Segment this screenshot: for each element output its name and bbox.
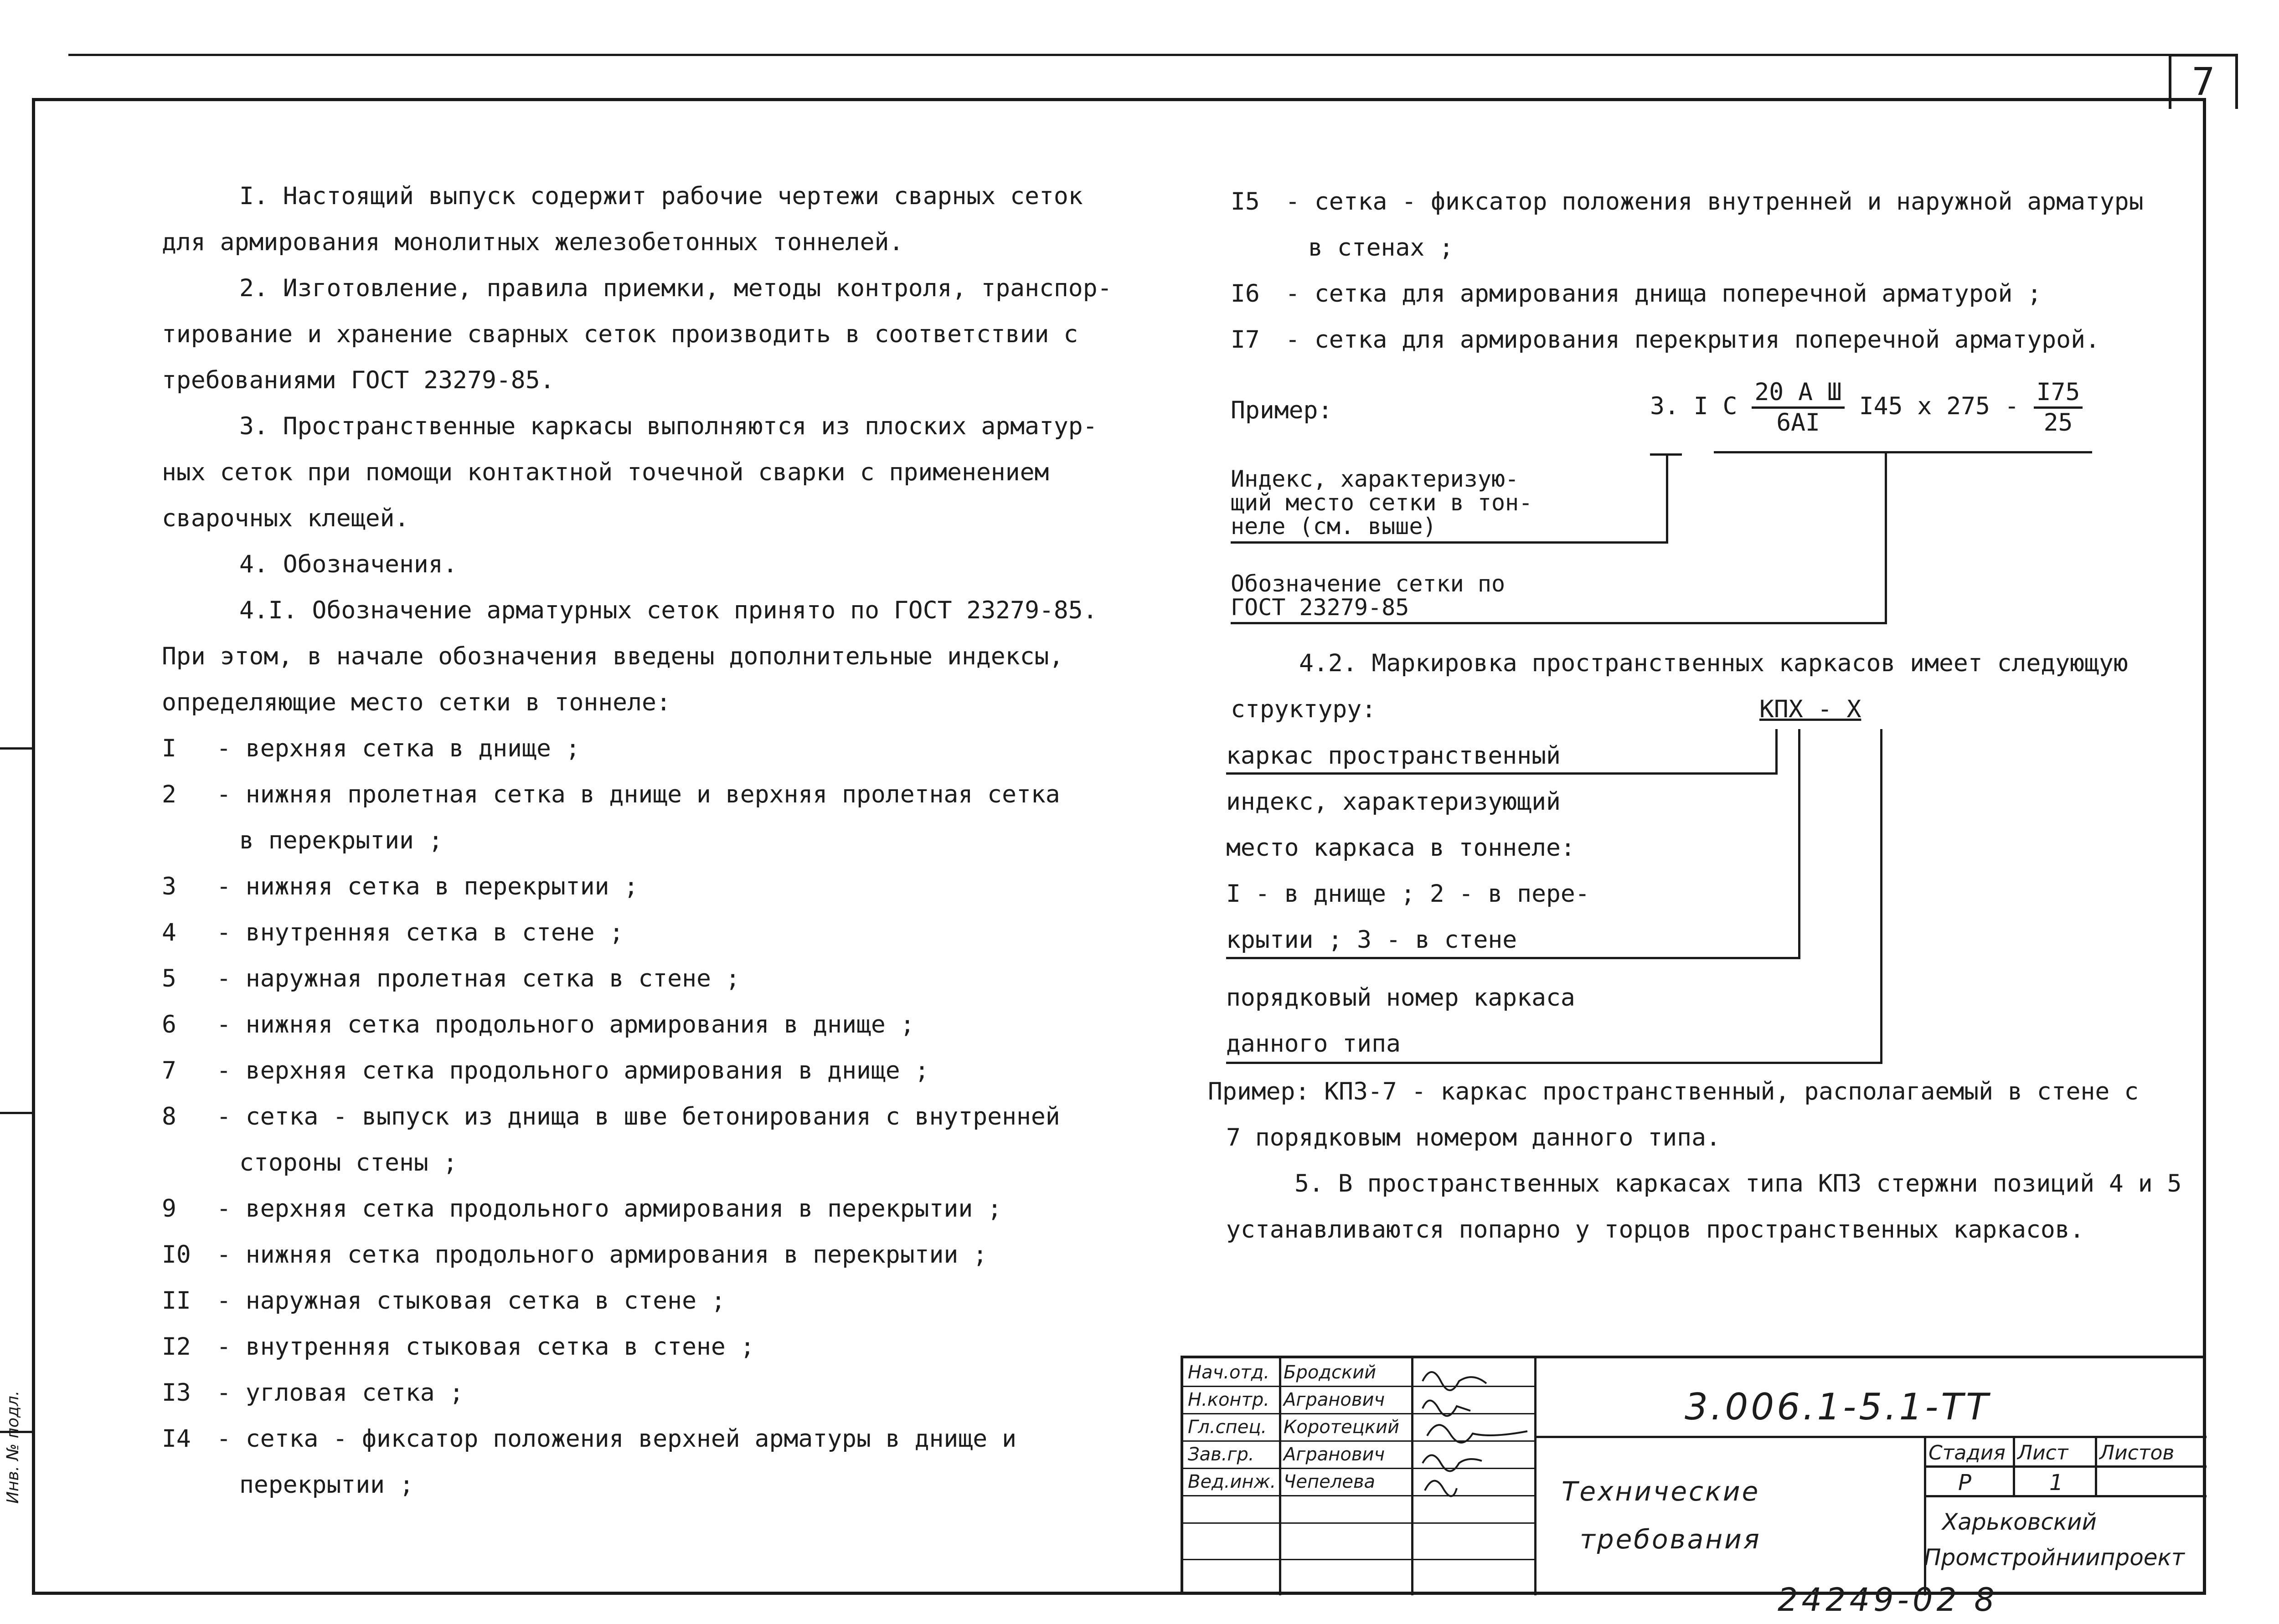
kpx-code xyxy=(1759,686,1861,732)
list-item xyxy=(162,1002,1112,1048)
kpx-leader-1-vertical xyxy=(1775,729,1778,773)
fraction-2-bottom: 25 xyxy=(2043,409,2073,437)
sheet-header: Лист xyxy=(2017,1441,2068,1465)
leader-line-gost-vertical xyxy=(1885,453,1887,623)
list-item-number: I xyxy=(162,735,176,762)
gost-desc-2: ГОСТ 23279-85 xyxy=(1231,594,1409,621)
kpx-leader-2-vertical xyxy=(1798,729,1800,958)
stage-value: Р xyxy=(1958,1470,1971,1496)
right-column xyxy=(1231,179,2144,363)
stamp-row-line xyxy=(1183,1559,1534,1560)
sheets-header: Листов xyxy=(2099,1441,2175,1465)
stamp-divider xyxy=(1924,1465,2207,1468)
organization xyxy=(1924,1504,2185,1575)
name-4: Агранович xyxy=(1284,1444,1385,1465)
list-item xyxy=(162,1094,1112,1186)
title-line-2: требования xyxy=(1580,1524,1761,1555)
list-item xyxy=(162,863,1112,910)
document-code: 3.006.1-5.1-ТТ xyxy=(1685,1386,1991,1428)
list-item xyxy=(162,771,1112,863)
list-item xyxy=(162,1370,1112,1416)
paragraph-2-line-1: 2. Изготовление, правила приемки, методы контроля, транспор- xyxy=(239,274,1112,302)
formula-underline xyxy=(1714,451,2092,453)
kpx-line-6: порядковый номер каркаса xyxy=(1226,984,1575,1012)
left-column xyxy=(162,173,1112,1508)
kpx-leader-3-vertical xyxy=(1880,729,1882,1063)
list-item-text: - наружная пролетная сетка в стене ; xyxy=(217,965,740,992)
list-item-number: II xyxy=(162,1287,191,1315)
document-title xyxy=(1562,1468,1761,1563)
list-item-continuation: в стенах ; xyxy=(1308,234,1454,262)
paragraph-4: 4. Обозначения. xyxy=(239,550,458,578)
list-item-text: - угловая сетка ; xyxy=(217,1379,464,1407)
example-label-text: Пример: xyxy=(1231,396,1333,424)
paragraph-3-line-1: 3. Пространственные каркасы выполняются из плоских арматур- xyxy=(239,412,1098,440)
list-item xyxy=(162,725,1112,771)
index-list-left xyxy=(162,725,1112,1508)
fraction-1-top: 20 А Ш xyxy=(1752,378,1844,409)
list-item-text: - сетка - фиксатор положения верхней арматуры в днище и xyxy=(217,1425,1016,1453)
gost-description xyxy=(1231,572,1505,619)
role-2: Н.контр. xyxy=(1188,1389,1269,1410)
org-line-1: Харьковский xyxy=(1942,1509,2097,1535)
gost-desc-1: Обозначение сетки по xyxy=(1231,570,1506,597)
org-line-2: Промстройниипроект xyxy=(1924,1544,2185,1571)
list-item-text: - сетка - выпуск из днища в шве бетонирования с внутренней xyxy=(217,1103,1060,1131)
list-item xyxy=(162,910,1112,956)
signature-2 xyxy=(1423,1401,1470,1416)
stamp-divider xyxy=(2013,1436,2015,1495)
list-item xyxy=(1231,179,2144,271)
example-label xyxy=(1231,387,1332,433)
list-item-number: I6 xyxy=(1231,280,1260,308)
list-item-text: - нижняя сетка продольного армирования в днище ; xyxy=(217,1011,915,1038)
leader-line-index-vertical xyxy=(1666,453,1668,542)
list-item xyxy=(162,956,1112,1002)
list-item-number: 5 xyxy=(162,965,176,992)
kpx-legend xyxy=(1226,733,1590,1067)
paragraph-4-1-line-1: 4.I. Обозначение арматурных сеток принято по ГОСТ 23279-85. xyxy=(239,596,1098,624)
name-5: Чепелева xyxy=(1284,1471,1376,1492)
paragraph-3-line-3: сварочных клещей. xyxy=(162,504,409,532)
kpx-leader-2 xyxy=(1226,957,1800,959)
paragraph-4-1-line-2: При этом, в начале обозначения введены дополнительные индексы, xyxy=(162,642,1064,670)
list-item-number: 4 xyxy=(162,919,176,946)
index-desc-3: неле (см. выше) xyxy=(1231,513,1437,540)
section-4-2 xyxy=(1231,640,2128,732)
stamp-divider xyxy=(2095,1436,2097,1495)
strip-divider xyxy=(0,1112,32,1114)
name-2: Агранович xyxy=(1284,1389,1385,1410)
signature-1 xyxy=(1423,1372,1486,1390)
example-fraction-1 xyxy=(1752,378,1844,437)
fraction-1-bottom: 6АI xyxy=(1776,409,1820,437)
role-5: Вед.инж. xyxy=(1188,1471,1276,1492)
paragraph-5-line-1: 5. В пространственных каркасах типа КПЗ стержни позиций 4 и 5 xyxy=(1294,1170,2182,1197)
kpx-line-4: I - в днище ; 2 - в пере- xyxy=(1226,880,1590,908)
signature-5 xyxy=(1425,1481,1457,1496)
paragraph-5-line-2: устанавливаются попарно у торцов пространственных каркасов. xyxy=(1226,1216,2084,1244)
index-desc-1: Индекс, характеризую- xyxy=(1231,466,1519,492)
paragraph-4-2-line-2: структуру: xyxy=(1231,695,1377,723)
strip-label: Инв. № подл. xyxy=(4,1390,22,1504)
kpx-code-text: КПХ - Х xyxy=(1759,695,1861,723)
list-item-text: - внутренняя сетка в стене ; xyxy=(217,919,624,946)
title-line-1: Технические xyxy=(1562,1476,1760,1507)
list-item-text: - верхняя сетка продольного армирования в перекрытии ; xyxy=(217,1195,1002,1223)
index-desc-2: щий место сетки в тон- xyxy=(1231,489,1533,516)
list-item-continuation: перекрытии ; xyxy=(239,1471,414,1499)
leader-tick-index xyxy=(1650,453,1682,456)
list-item-text: - верхняя сетка в днище ; xyxy=(217,735,580,762)
list-item-text: - наружная стыковая сетка в стене ; xyxy=(217,1287,726,1315)
list-item-number: 9 xyxy=(162,1195,176,1223)
list-item-number: 3 xyxy=(162,873,176,900)
list-item-number: I7 xyxy=(1231,326,1260,354)
strip-divider xyxy=(0,747,32,750)
signature-4 xyxy=(1423,1455,1482,1471)
example-2 xyxy=(1208,1069,2181,1253)
kpx-line-5: крытии ; 3 - в стене xyxy=(1226,926,1517,954)
title-block xyxy=(1181,1356,2204,1595)
kpx-line-2: индекс, характеризующий xyxy=(1226,788,1561,816)
stage-header: Стадия xyxy=(1928,1441,2006,1465)
paragraph-1-line-2: для армирования монолитных железобетонных тоннелей. xyxy=(162,228,904,256)
paragraph-3-line-2: ных сеток при помощи контактной точечной сварки с применением xyxy=(162,458,1049,486)
list-item-text: - сетка для армирования перекрытия поперечной арматурой. xyxy=(1285,326,2100,354)
top-border-line xyxy=(68,54,2169,56)
list-item xyxy=(1231,271,2144,317)
role-4: Зав.гр. xyxy=(1188,1444,1254,1465)
leader-line-gost xyxy=(1231,622,1887,624)
example-formula xyxy=(1650,378,2083,437)
list-item xyxy=(162,1048,1112,1094)
list-item-number: I5 xyxy=(1231,188,1260,216)
example-middle: I45 х 275 - xyxy=(1859,392,2019,421)
role-3: Гл.спец. xyxy=(1188,1417,1267,1438)
left-binding-strip xyxy=(0,747,34,1595)
paragraph-1-line-1: I. Настоящий выпуск содержит рабочие чертежи сварных сеток xyxy=(239,182,1083,210)
example-prefix: 3. I С xyxy=(1650,392,1738,421)
list-item xyxy=(162,1186,1112,1232)
index-description xyxy=(1231,467,1532,538)
list-item-number: 6 xyxy=(162,1011,176,1038)
archive-code: 24249-02 8 xyxy=(1778,1581,1998,1619)
list-item xyxy=(162,1324,1112,1370)
kpx-leader-1 xyxy=(1226,772,1778,775)
paragraph-4-2-line-1: 4.2. Маркировка пространственных каркасов имеет следующую xyxy=(1299,649,2128,677)
stamp-divider xyxy=(1534,1436,2207,1438)
name-3: Коротецкий xyxy=(1284,1417,1400,1438)
list-item-number: I0 xyxy=(162,1241,191,1269)
list-item xyxy=(162,1278,1112,1324)
list-item xyxy=(1231,317,2144,363)
list-item-text: - нижняя пролетная сетка в днище и верхняя пролетная сетка xyxy=(217,781,1060,808)
stamp-col-divider xyxy=(1534,1358,1537,1595)
kpx-line-1: каркас пространственный xyxy=(1226,742,1561,770)
list-item-continuation: стороны стены ; xyxy=(239,1149,458,1177)
list-item-text: - нижняя сетка в перекрытии ; xyxy=(217,873,639,900)
signatures xyxy=(1413,1361,1532,1497)
paragraph-4-1-line-3: определяющие место сетки в тоннеле: xyxy=(162,689,671,716)
example-2-line-1: Пример: КПЗ-7 - каркас пространственный, располагаемый в стене с xyxy=(1208,1078,2139,1105)
sheet-number: 7 xyxy=(2191,59,2215,104)
list-item-text: - внутренняя стыковая сетка в стене ; xyxy=(217,1333,755,1361)
sheet-value: 1 xyxy=(2049,1470,2063,1496)
name-1: Бродский xyxy=(1284,1362,1377,1383)
list-item-text: - верхняя сетка продольного армирования в днище ; xyxy=(217,1057,929,1084)
list-item-number: I2 xyxy=(162,1333,191,1361)
list-item-text: - сетка - фиксатор положения внутренней и наружной арматуры xyxy=(1285,188,2144,216)
list-item-continuation: в перекрытии ; xyxy=(239,827,443,854)
fraction-2-top: I75 xyxy=(2034,378,2083,409)
paragraph-2-line-2: тирование и хранение сварных сеток производить в соответствии с xyxy=(162,320,1078,348)
list-item-text: - нижняя сетка продольного армирования в перекрытии ; xyxy=(217,1241,988,1269)
list-item-number: 2 xyxy=(162,781,176,808)
leader-line-index xyxy=(1231,541,1668,544)
list-item-number: I4 xyxy=(162,1425,191,1453)
list-item-number: 7 xyxy=(162,1057,176,1084)
list-item xyxy=(162,1232,1112,1278)
stamp-row-line xyxy=(1183,1522,1534,1524)
list-item xyxy=(162,1416,1112,1508)
list-item-text: - сетка для армирования днища поперечной арматурой ; xyxy=(1285,280,2042,308)
list-item-number: I3 xyxy=(162,1379,191,1407)
kpx-line-7: данного типа xyxy=(1226,1030,1401,1058)
list-item-number: 8 xyxy=(162,1103,176,1131)
role-1: Нач.отд. xyxy=(1188,1362,1270,1383)
index-list-right xyxy=(1231,179,2144,363)
signature-3 xyxy=(1427,1425,1527,1443)
example-2-line-2: 7 порядковым номером данного типа. xyxy=(1226,1124,1721,1151)
paragraph-2-line-3: требованиями ГОСТ 23279-85. xyxy=(162,366,555,394)
example-fraction-2 xyxy=(2034,378,2083,437)
kpx-line-3: место каркаса в тоннеле: xyxy=(1226,834,1575,862)
kpx-leader-3 xyxy=(1226,1062,1882,1064)
